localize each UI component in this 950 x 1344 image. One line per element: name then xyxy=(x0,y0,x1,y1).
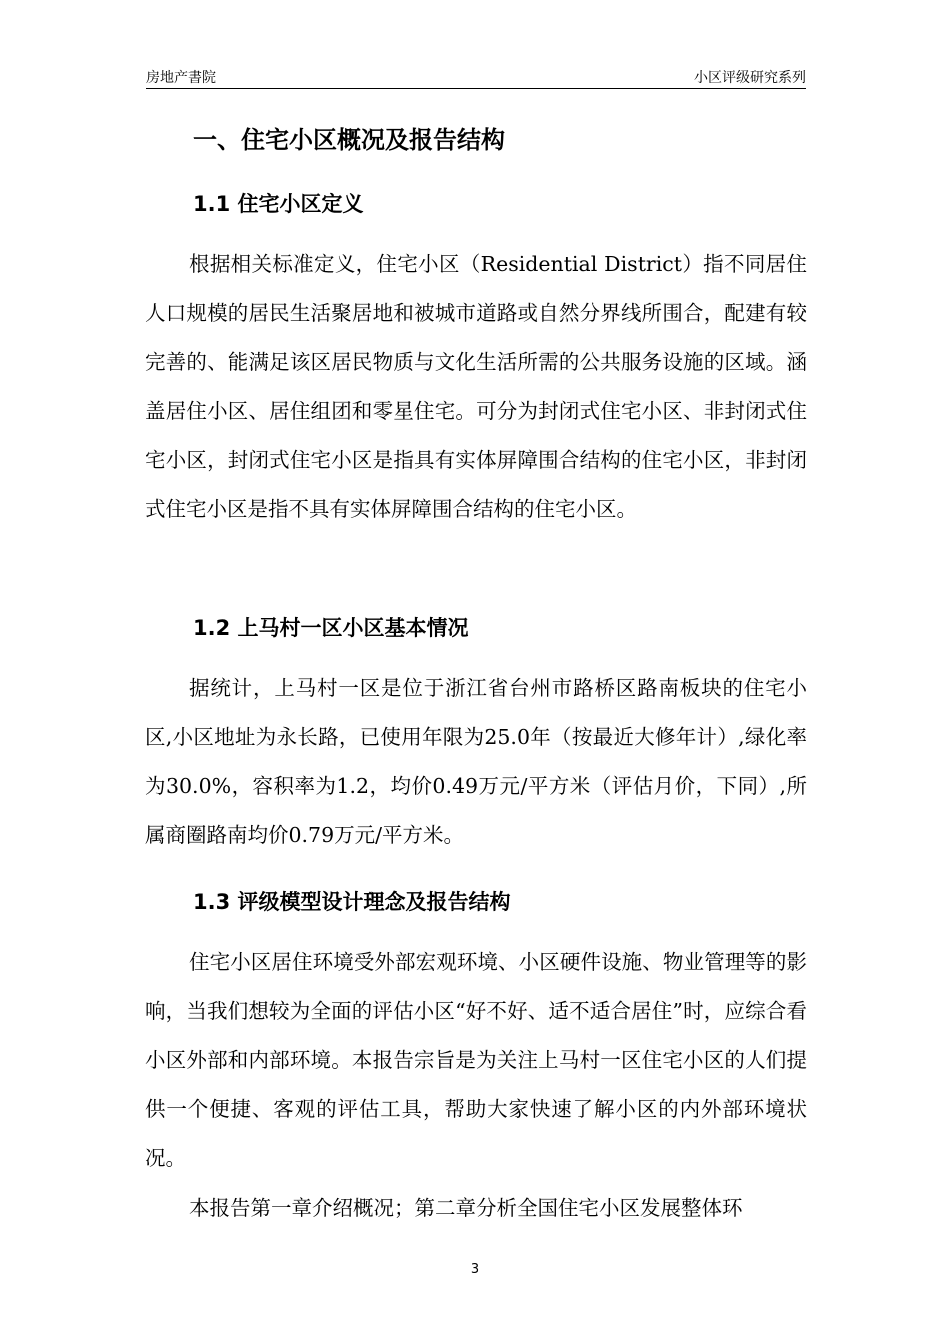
header-right-text: 小区评级研究系列 xyxy=(694,70,806,86)
section-1-3-paragraph-1: 住宅小区居住环境受外部宏观环境、小区硬件设施、物业管理等的影响，当我们想较为全面的评估小区“好不好、适不适合居住”时，应综合看小区外部和内部环境。本报告宗旨是为关注上马村一区住宅小区的人们提供一个便捷、客观的评估工具，帮助大家快速了解小区的内外部环境状况。 xyxy=(145,950,807,1170)
section-1-1-title: 1.1 住宅小区定义 xyxy=(193,192,364,216)
page-number: 3 xyxy=(470,1262,480,1277)
section-1-2-paragraph: 据统计，上马村一区是位于浙江省台州市路桥区路南板块的住宅小区,小区地址为永长路，已使用年限为25.0年（按最近大修年计）,绿化率为30.0%，容积率为1.2，均价0.49万元/平方米（评估月价，下同）,所属商圈路南均价0.79万元/平方米。 xyxy=(145,676,807,847)
chapter-title: 一、住宅小区概况及报告结构 xyxy=(193,126,505,154)
section-1-2-title: 1.2 上马村一区小区基本情况 xyxy=(193,616,469,640)
section-1-3-paragraph-2: 本报告第一章介绍概况；第二章分析全国住宅小区发展整体环 xyxy=(189,1196,743,1220)
section-1-1-paragraph: 根据相关标准定义，住宅小区（Residential District）指不同居住人口规模的居民生活聚居地和被城市道路或自然分界线所围合，配建有较完善的、能满足该区居民物质与文化生活所需的公共服务设施的区域。涵盖居住小区、居住组团和零星住宅。可分为封闭式住宅小区、非封闭式住宅小区，封闭式住宅小区是指具有实体屏障围合结构的住宅小区，非封闭式住宅小区是指不具有实体屏障围合结构的住宅小区。 xyxy=(145,252,807,521)
page-header xyxy=(146,64,806,89)
header-left-text: 房地产書院 xyxy=(146,70,216,86)
section-1-3-title: 1.3 评级模型设计理念及报告结构 xyxy=(193,890,511,914)
